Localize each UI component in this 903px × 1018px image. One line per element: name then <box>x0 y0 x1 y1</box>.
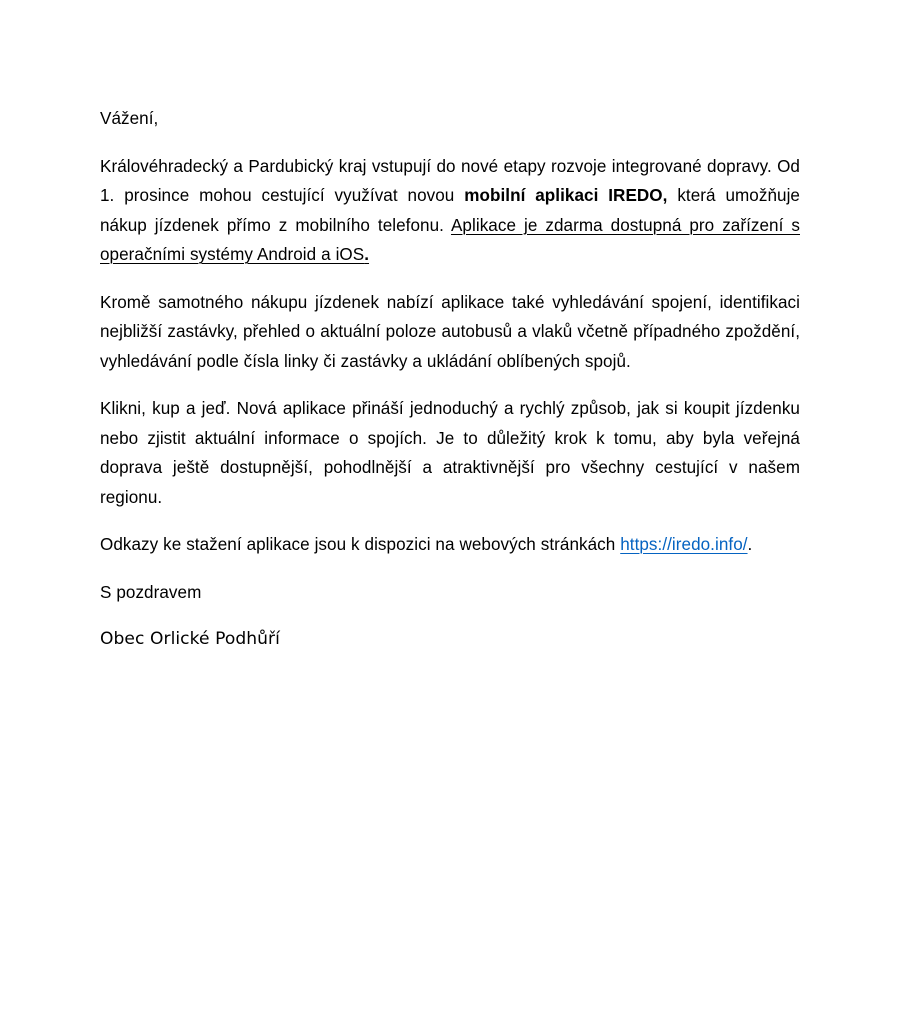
salutation-line: Vážení, <box>100 109 159 128</box>
paragraph-download-links <box>100 530 800 560</box>
app-name-bold: mobilní aplikaci IREDO, <box>464 186 668 205</box>
intro-text-run-3: která umožňuje nákup jízdenek přímo z mobilního telefonu. <box>100 186 800 235</box>
document-body <box>100 104 800 655</box>
paragraph-intro <box>100 152 800 270</box>
closing-line: S pozdravem <box>100 582 202 602</box>
signature-line: Obec Orlické Podhůří <box>100 629 280 649</box>
intro-text-run-1: Královéhradecký a Pardubický kraj vstupují do nové etapy rozvoje integrované dopravy. Od 1. prosince mohou cestující využívat novou <box>100 156 800 205</box>
iredo-website-link[interactable]: https://iredo.info/ <box>620 535 748 554</box>
availability-period: . <box>364 245 370 264</box>
availability-underlined: Aplikace je zdarma dostupná pro zařízení s operačními systémy Android a iOS <box>100 215 800 264</box>
paragraph-features: Kromě samotného nákupu jízdenek nabízí aplikace také vyhledávání spojení, identifikaci nejbližší zastávky, přehled o aktuální poloze autobusů a vlaků včetně případného zpoždění, vyhledávání podle čísla linky či zastávky a ukládání oblíbených spojů. <box>100 292 800 371</box>
paragraph-benefits: Klikni, kup a jeď. Nová aplikace přináší jednoduchý a rychlý způsob, jak si koupit jízdenku nebo zjistit aktuální informace o spojích. Je to důležitý krok k tomu, aby byla veřejná doprava ještě dostupnější, pohodlnější a atraktivnější pro všechny cestující v našem regionu. <box>100 399 800 507</box>
download-text-run-1: Odkazy ke stažení aplikace jsou k dispozici na webových stránkách <box>100 535 621 554</box>
download-text-run-3: . <box>747 535 753 554</box>
